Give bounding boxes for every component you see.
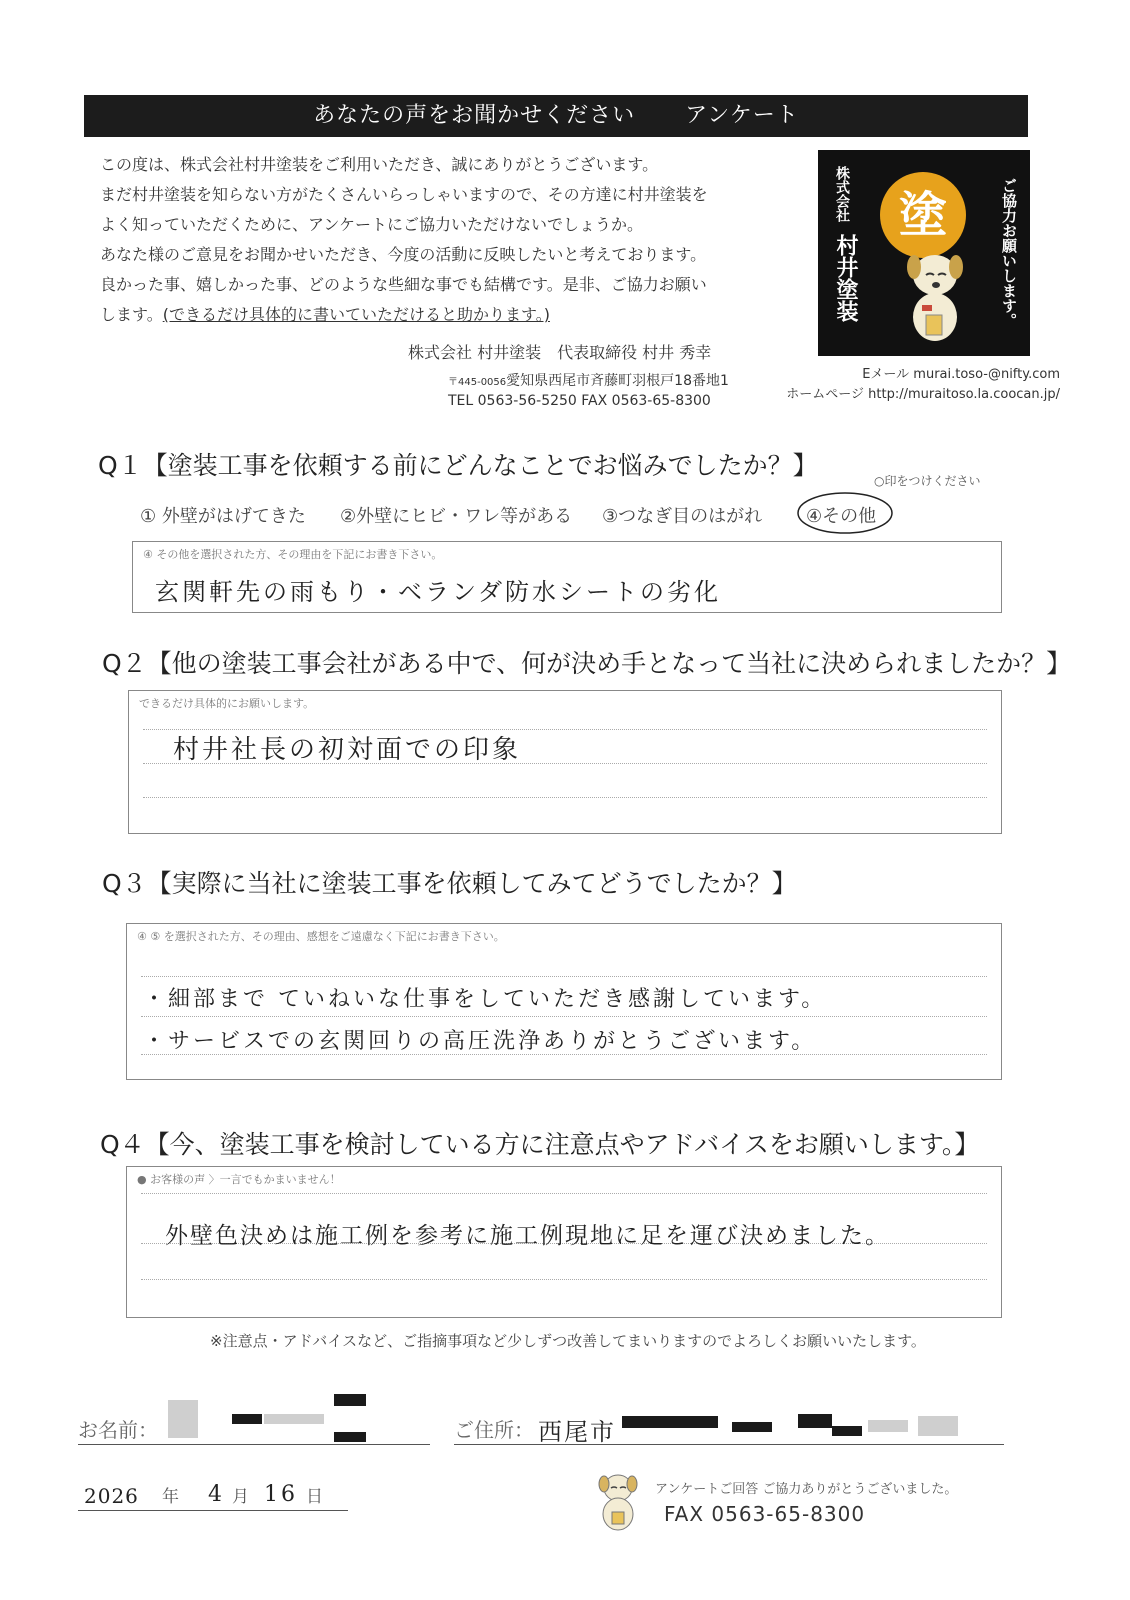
address-label: ご住所： xyxy=(454,1418,534,1442)
q2-answer-box[interactable] xyxy=(128,690,1002,834)
q4-answer-box[interactable] xyxy=(126,1166,1002,1318)
q3-answer-line-2: ・サービスでの玄関回りの高圧洗浄ありがとうございます。 xyxy=(143,1029,817,1054)
homepage: ホームページ http://muraitoso.la.coocan.jp/ xyxy=(786,387,1060,402)
email: Eメール murai.toso-@nifty.com xyxy=(862,367,1060,382)
q1-box-label: ④ その他を選択された方、その理由を下記にお書き下さい。 xyxy=(143,548,443,561)
logo-kanji: 塗 xyxy=(898,187,947,243)
q4-answer: 外壁色決めは施工例を参考に施工例現地に足を運び決めました。 xyxy=(165,1223,890,1249)
month-unit: 月 xyxy=(232,1487,249,1507)
q1-option-4[interactable]: ④その他 xyxy=(806,506,877,527)
redaction-block xyxy=(264,1414,324,1424)
q1-answer: 玄関軒先の雨もり・ベランダ防水シートの劣化 xyxy=(155,578,722,606)
redaction-block xyxy=(168,1400,198,1438)
dotted-line xyxy=(143,797,987,798)
q1-answer-box[interactable] xyxy=(132,541,1002,613)
q1-note: ○印をつけください xyxy=(874,474,981,488)
q1-option-2[interactable]: ②外壁にヒビ・ワレ等がある xyxy=(340,506,573,527)
intro-note: (できるだけ具体的に書いていただけると助かります。) xyxy=(162,305,550,324)
logo-company-name: 村井塗装 xyxy=(833,234,858,322)
date-day: 16 xyxy=(264,1482,298,1507)
phone-numbers: TEL 0563-56-5250 FAX 0563-65-8300 xyxy=(448,393,711,409)
mascot-dog-icon xyxy=(900,245,970,345)
redaction-block xyxy=(868,1420,908,1432)
thanks-text: アンケートご回答 ご協力ありがとうございました。 xyxy=(655,1482,958,1497)
redaction-block xyxy=(832,1426,862,1436)
redaction-block xyxy=(334,1394,366,1406)
q3-box-label: ④ ⑤ を選択された方、その理由、感想をご遠慮なく下記にお書き下さい。 xyxy=(137,930,505,943)
address-underline xyxy=(454,1444,1004,1445)
intro-line: この度は、株式会社村井塗装をご利用いただき、誠にありがとうございます。 xyxy=(100,155,659,174)
address-text: 愛知県西尾市斉藤町羽根戸18番地1 xyxy=(506,373,729,389)
q1-title: Q１【塗装工事を依頼する前にどんなことでお悩みでしたか？】 xyxy=(98,451,818,480)
fax-number: FAX 0563-65-8300 xyxy=(664,1502,866,1526)
header-bar xyxy=(84,95,1028,137)
year-unit: 年 xyxy=(162,1487,179,1507)
dotted-line xyxy=(141,1016,987,1017)
q2-title: Q２【他の塗装工事会社がある中で、何が決め手となって当社に決められましたか？】 xyxy=(102,649,1072,678)
mascot-dog-icon xyxy=(594,1470,642,1532)
q1-option-3[interactable]: ③つなぎ目のはがれ xyxy=(602,506,763,527)
intro-line: 良かった事、嬉しかった事、どのような些細な事でも結構です。是非、ご協力お願い xyxy=(100,275,707,294)
date-month: 4 xyxy=(208,1482,225,1507)
redaction-block xyxy=(798,1414,832,1428)
footnote: ※注意点・アドバイスなど、ご指摘事項など少しずつ改善してまいりますのでよろしくお願いいたします。 xyxy=(210,1332,926,1350)
q2-answer: 村井社長の初対面での印象 xyxy=(173,735,522,765)
redaction-block xyxy=(732,1422,772,1432)
dotted-line xyxy=(141,976,987,977)
q1-option-1[interactable]: ① 外壁がはげてきた xyxy=(140,506,306,527)
q3-title: Q３【実際に当社に塗装工事を依頼してみてどうでしたか？】 xyxy=(102,869,797,898)
q2-box-label: できるだけ具体的にお願いします。 xyxy=(139,697,315,710)
q3-answer-line-1: ・細部まで ていねいな仕事をしていただき感謝しています。 xyxy=(143,987,827,1012)
name-field[interactable] xyxy=(168,1394,368,1446)
header-title: あなたの声をお聞かせください xyxy=(313,103,636,128)
intro-text xyxy=(100,150,800,330)
company-contact xyxy=(780,365,1060,405)
day-unit: 日 xyxy=(306,1487,323,1507)
name-label: お名前： xyxy=(78,1418,158,1442)
redaction-block xyxy=(918,1416,958,1436)
company-logo xyxy=(818,150,1030,356)
header-subtitle: アンケート xyxy=(685,103,799,128)
redaction-block xyxy=(232,1414,262,1424)
date-year: 2026 xyxy=(84,1484,139,1508)
q3-answer-box[interactable] xyxy=(126,923,1002,1080)
logo-request-text: ご協力お願いします。 xyxy=(1000,178,1018,328)
q4-title: Q４【今、塗装工事を検討している方に注意点やアドバイスをお願いします。】 xyxy=(100,1130,980,1159)
date-underline xyxy=(78,1510,348,1511)
intro-line: あなた様のご意見をお聞かせいただき、今度の活動に反映したいと考えております。 xyxy=(100,245,707,264)
intro-line: よく知っていただくために、アンケートにご協力いただけないでしょうか。 xyxy=(100,215,644,234)
intro-line: まだ村井塗装を知らない方がたくさんいらっしゃいますので、その方達に村井塗装を xyxy=(100,185,708,204)
q4-box-label: ● お客様の声 〉一言でもかまいません！ xyxy=(137,1173,341,1186)
zip-code: 〒445-0056 xyxy=(448,377,507,388)
redaction-block xyxy=(622,1416,718,1428)
company-address xyxy=(448,372,729,410)
dotted-line xyxy=(141,1279,987,1280)
logo-company-type: 株式会社 xyxy=(834,166,850,222)
signer: 株式会社 村井塗装 代表取締役 村井 秀幸 xyxy=(408,343,712,362)
date-field[interactable] xyxy=(82,1482,352,1512)
selection-circle-icon xyxy=(795,490,895,536)
redaction-block xyxy=(334,1432,366,1442)
address-field[interactable] xyxy=(622,1410,962,1444)
dotted-line xyxy=(141,1193,987,1194)
address-city: 西尾市 xyxy=(538,1418,616,1446)
intro-line: します。 xyxy=(100,305,163,324)
